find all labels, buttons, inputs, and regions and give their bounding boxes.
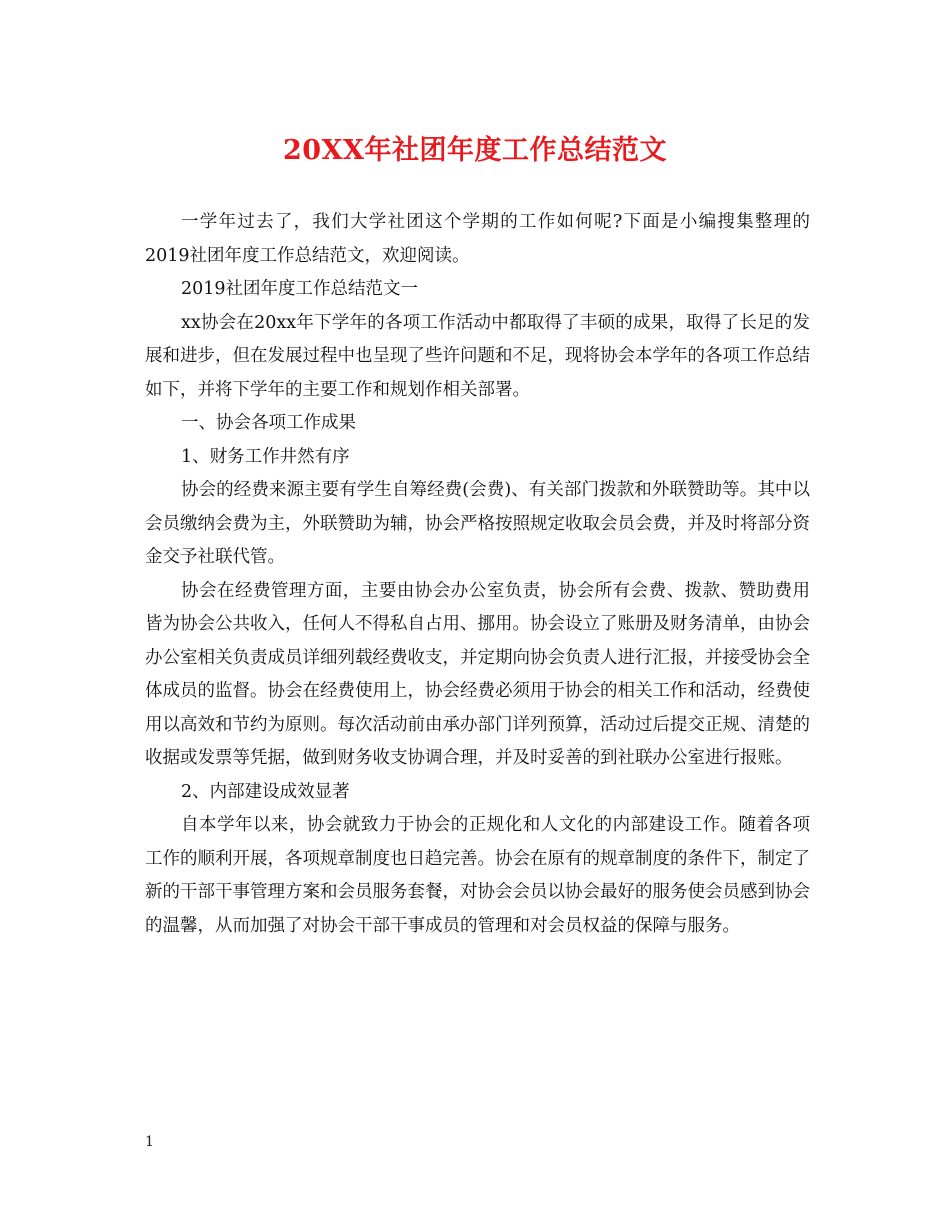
subsection-heading-finance: 1、财务工作井然有序	[181, 446, 350, 467]
subsection-heading-internal-building: 2、内部建设成效显著	[181, 781, 350, 802]
document-title: 20XX年社团年度工作总结范文	[283, 135, 667, 166]
paragraph-intro: 一学年过去了，我们大学社团这个学期的工作如何呢?下面是小编搜集整理的2019社团年度工作总结范文，欢迎阅读。	[145, 212, 810, 266]
paragraph-funding-sources: 协会的经费来源主要有学生自筹经费(会费)、有关部门拨款和外联赞助等。其中以会员缴纳会费为主，外联赞助为辅，协会严格按照规定收取会员会费，并及时将部分资金交予社联代管。	[145, 480, 810, 567]
document-body	[145, 206, 810, 943]
paragraph-subtitle: 2019社团年度工作总结范文一	[181, 279, 419, 299]
paragraph-overview: xx协会在20xx年下学年的各项工作活动中都取得了丰硕的成果，取得了长足的发展和进步，但在发展过程中也呈现了些许问题和不足，现将协会本学年的各项工作总结如下，并将下学年的主要工作和规划作相关部署。	[145, 312, 810, 400]
section-heading-achievements: 一、协会各项工作成果	[181, 413, 356, 433]
page-number: 1	[145, 1134, 154, 1150]
paragraph-internal-building: 自本学年以来，协会就致力于协会的正规化和人文化的内部建设工作。随着各项工作的顺利开展，各项规章制度也日趋完善。协会在原有的规章制度的条件下，制定了新的干部干事管理方案和会员服务套餐，对协会会员以协会最好的服务使会员感到协会的温馨，从而加强了对协会干部干事成员的管理和对会员权益的保障与服务。	[145, 815, 810, 936]
paragraph-funding-management: 协会在经费管理方面，主要由协会办公室负责，协会所有会费、拨款、赞助费用皆为协会公共收入，任何人不得私自占用、挪用。协会设立了账册及财务清单，由协会办公室相关负责成员详细列载经费收支，并定期向协会负责人进行汇报，并接受协会全体成员的监督。协会在经费使用上，协会经费必须用于协会的相关工作和活动，经费使用以高效和节约为原则。每次活动前由承办部门详列预算，活动过后提交正规、清楚的收据或发票等凭据，做到财务收支协调合理，并及时妥善的到社联办公室进行报账。	[145, 580, 810, 768]
